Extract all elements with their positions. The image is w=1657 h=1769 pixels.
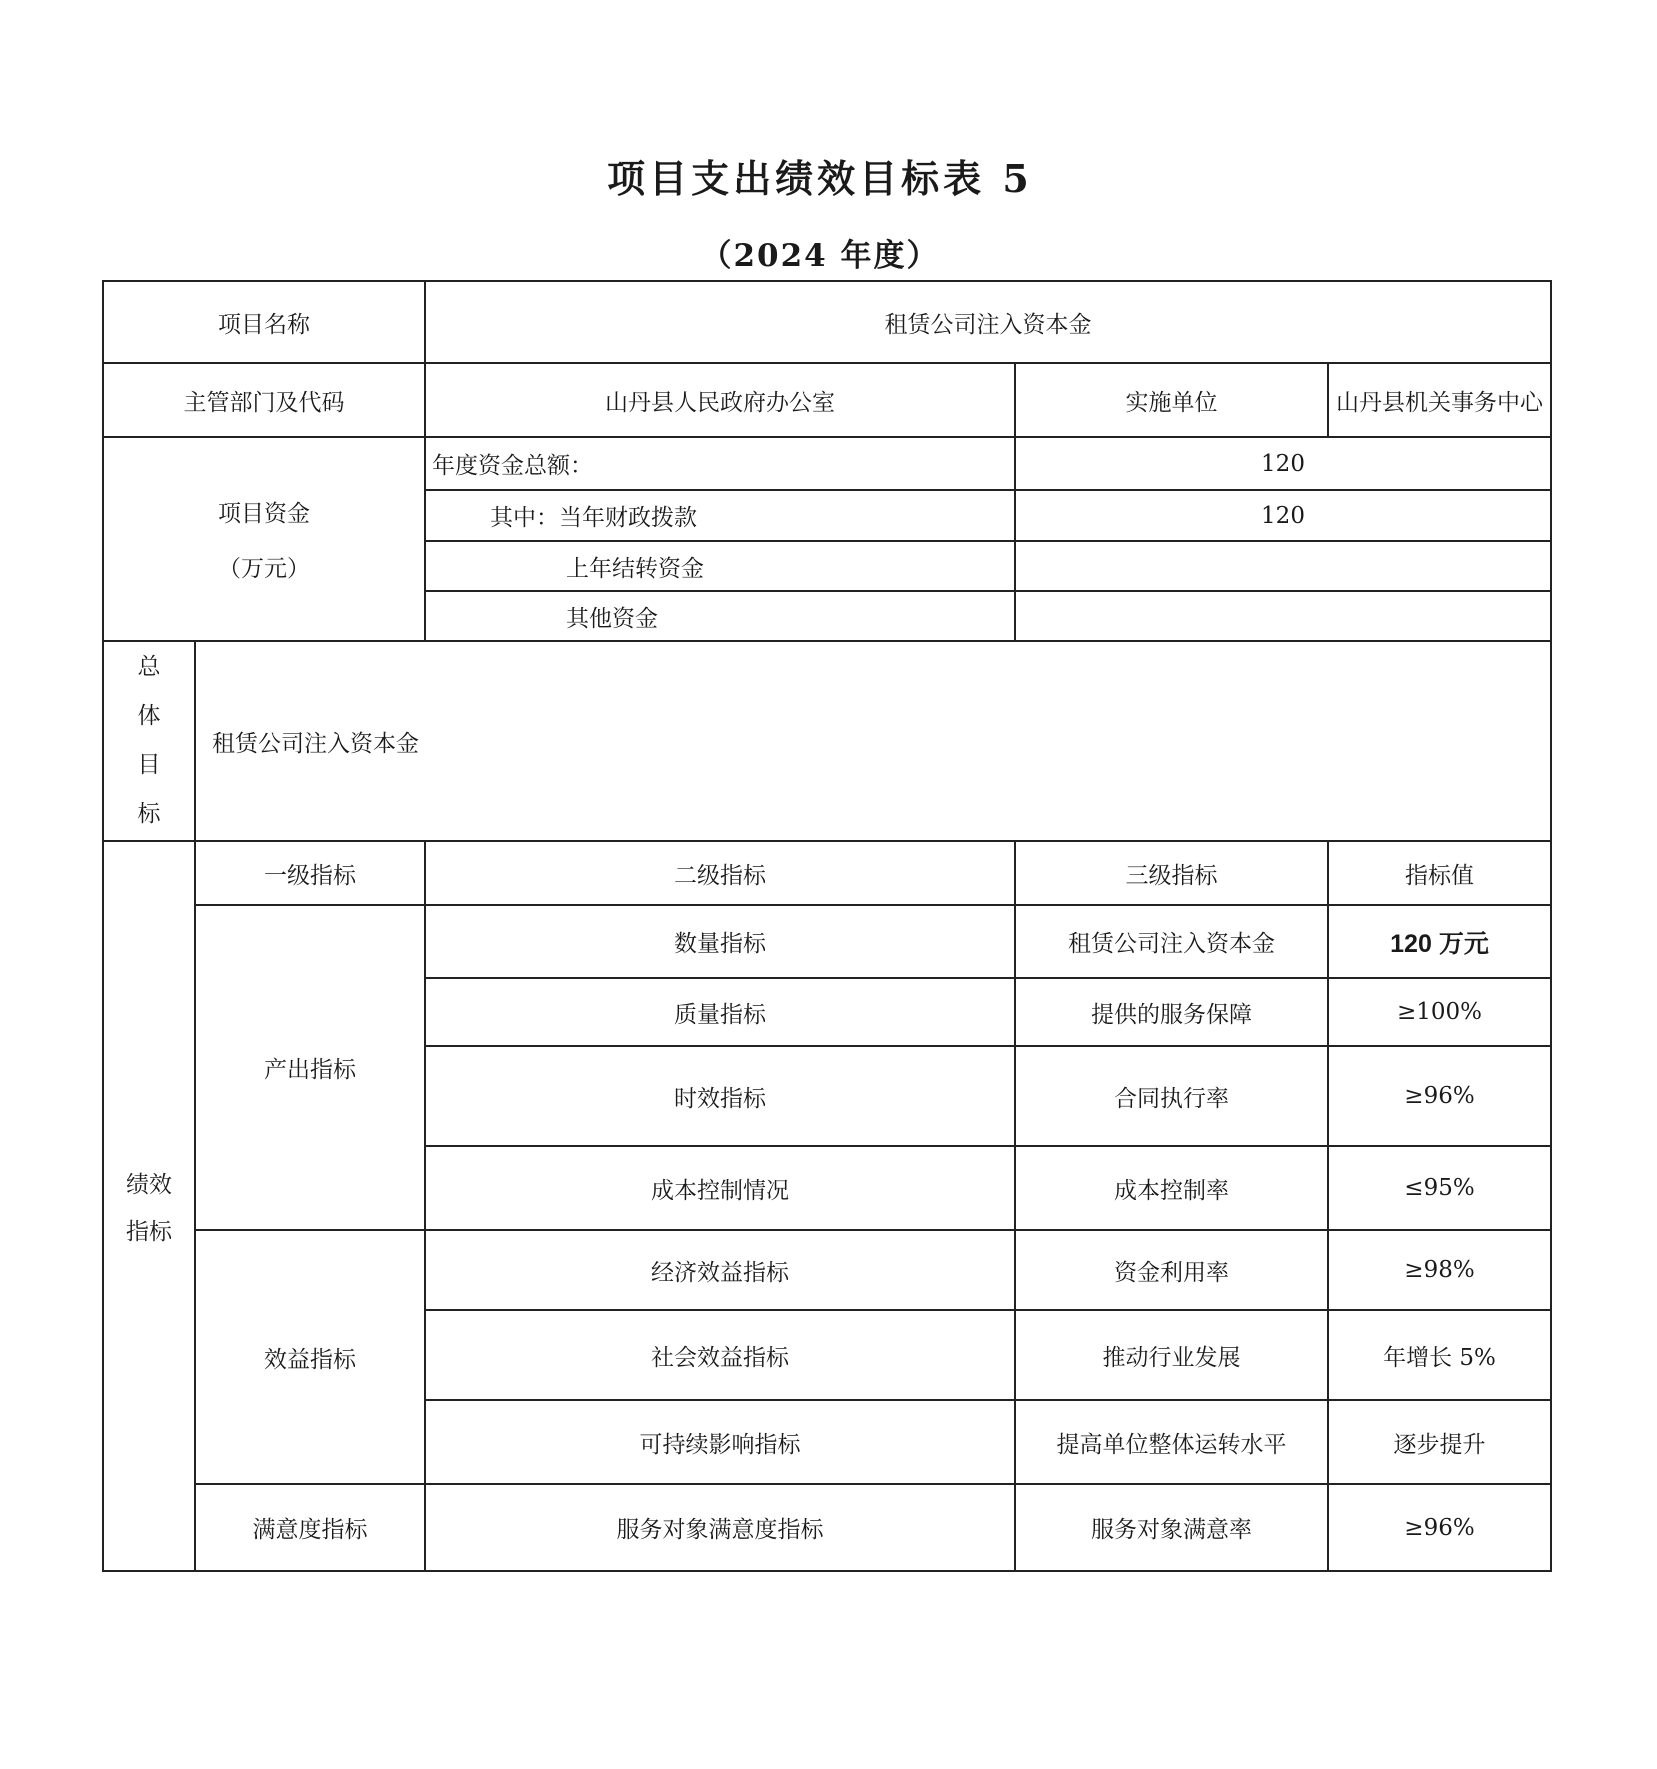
header-level3: 三级指标 <box>1015 841 1328 905</box>
level3-cell: 提高单位整体运转水平 <box>1015 1400 1328 1484</box>
page-subtitle-year: （2024 年度） <box>700 238 940 274</box>
funds-total-label: 年度资金总额： <box>425 437 1015 490</box>
value-cell: 120 万元 <box>1328 905 1551 978</box>
goal-label-char: 体 <box>137 703 161 729</box>
department-value: 山丹县人民政府办公室 <box>425 363 1015 437</box>
funds-label-cell <box>103 437 425 641</box>
goal-label-char: 标 <box>137 801 161 827</box>
level2-cell: 服务对象满意度指标 <box>425 1484 1015 1571</box>
value-cell: ≤95% <box>1328 1146 1551 1230</box>
funds-fiscal-value: 120 <box>1015 490 1551 541</box>
goal-label-char: 总 <box>137 654 161 680</box>
level2-cell: 社会效益指标 <box>425 1310 1015 1400</box>
indicator-label-line2: 指标 <box>126 1219 172 1245</box>
project-name-value: 租赁公司注入资本金 <box>425 281 1551 363</box>
level3-cell: 资金利用率 <box>1015 1230 1328 1310</box>
level3-cell: 成本控制率 <box>1015 1146 1328 1230</box>
value-cell: ≥96% <box>1328 1484 1551 1571</box>
value-cell: ≥98% <box>1328 1230 1551 1310</box>
implementing-unit-value: 山丹县机关事务中心 <box>1328 363 1551 437</box>
funds-other-label: 其他资金 <box>425 591 1015 641</box>
value-cell: ≥100% <box>1328 978 1551 1046</box>
level1-benefit: 效益指标 <box>195 1230 425 1484</box>
header-level2: 二级指标 <box>425 841 1015 905</box>
level2-cell: 经济效益指标 <box>425 1230 1015 1310</box>
level3-cell: 推动行业发展 <box>1015 1310 1328 1400</box>
funds-label: 项目资金 <box>218 501 310 527</box>
funds-carryover-label: 上年结转资金 <box>425 541 1015 591</box>
department-row <box>103 363 1551 437</box>
overall-goal-label <box>103 641 195 841</box>
level2-cell: 质量指标 <box>425 978 1015 1046</box>
level1-output: 产出指标 <box>195 905 425 1230</box>
value-cell: ≥96% <box>1328 1046 1551 1146</box>
header-value: 指标值 <box>1328 841 1551 905</box>
level3-cell: 提供的服务保障 <box>1015 978 1328 1046</box>
indicator-row <box>103 1230 1551 1310</box>
funds-other-value <box>1015 591 1551 641</box>
funds-unit: （万元） <box>218 556 310 582</box>
value-cell: 逐步提升 <box>1328 1400 1551 1484</box>
indicator-row <box>103 905 1551 978</box>
performance-indicator-label <box>103 841 195 1571</box>
performance-target-table <box>102 280 1552 1572</box>
level3-cell: 服务对象满意率 <box>1015 1484 1328 1571</box>
implementing-unit-label: 实施单位 <box>1015 363 1328 437</box>
level2-cell: 可持续影响指标 <box>425 1400 1015 1484</box>
indicator-header-row <box>103 841 1551 905</box>
funds-fiscal-label: 其中：当年财政拨款 <box>425 490 1015 541</box>
level2-cell: 成本控制情况 <box>425 1146 1015 1230</box>
indicator-row <box>103 1484 1551 1571</box>
funds-carryover-value <box>1015 541 1551 591</box>
level2-cell: 数量指标 <box>425 905 1015 978</box>
level1-satisfaction: 满意度指标 <box>195 1484 425 1571</box>
overall-goal-row <box>103 641 1551 841</box>
project-name-label: 项目名称 <box>103 281 425 363</box>
level3-cell: 合同执行率 <box>1015 1046 1328 1146</box>
goal-label-char: 目 <box>137 752 161 778</box>
overall-goal-text: 租赁公司注入资本金 <box>195 641 1551 841</box>
funds-total-row <box>103 437 1551 490</box>
department-label: 主管部门及代码 <box>103 363 425 437</box>
funds-total-value: 120 <box>1015 437 1551 490</box>
page-title: 项目支出绩效目标表 5 <box>607 156 1033 201</box>
value-cell: 年增长 5% <box>1328 1310 1551 1400</box>
project-name-row <box>103 281 1551 363</box>
header-level1: 一级指标 <box>195 841 425 905</box>
level2-cell: 时效指标 <box>425 1046 1015 1146</box>
indicator-label-line1: 绩效 <box>126 1172 172 1198</box>
level3-cell: 租赁公司注入资本金 <box>1015 905 1328 978</box>
